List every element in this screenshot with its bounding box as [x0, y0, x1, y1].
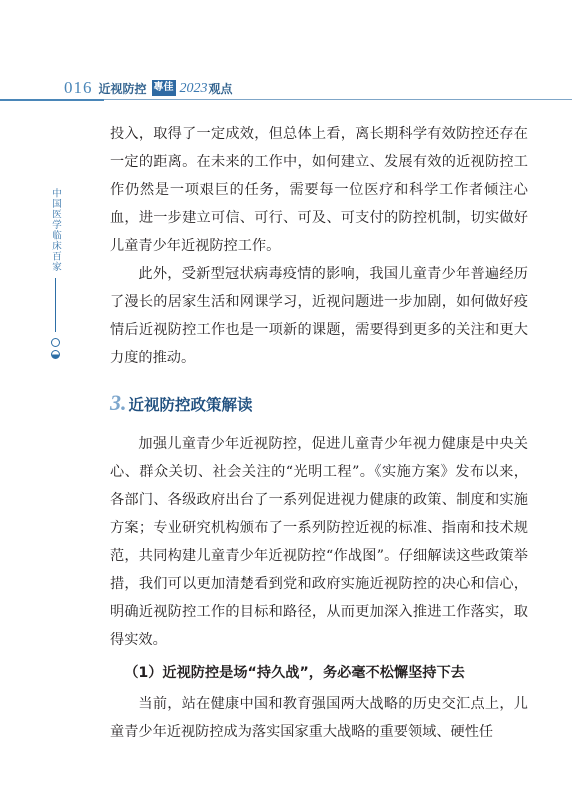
header-rule-accent	[0, 99, 104, 101]
paragraph: 加强儿童青少年近视防控，促进儿童青少年视力健康是中央关心、群众关切、社会关注的“光明工程”。《实施方案》发布以来，各部门、各级政府出台了一系列促进视力健康的政策、制度和实施方案；专业研究机构颁布了一系列防控近视的标准、指南和技术规范，共同构建儿童青少年近视防控“作战图”。仔细解读这些政策举措，我们可以更加清楚看到党和政府实施近视防控的决心和信心，明确近视防控工作的目标和路径，从而更加深入推进工作落实，取得实效。	[110, 436, 528, 648]
section-number: 3.	[110, 390, 127, 415]
paragraph: 投入，取得了一定成效，但总体上看，离长期科学有效防控还存在一定的距离。在未来的工作中，如何建立、发展有效的近视防控工作仍然是一项艰巨的任务，需要每一位医疗和科学工作者倾注心血，进一步建立可信、可行、可及、可支付的防控机制，切实做好儿童青少年近视防控工作。	[110, 126, 528, 254]
series-name: 中国医学临床百家	[50, 188, 61, 272]
book-title: 近视防控	[98, 82, 147, 96]
book-year: 2023	[179, 81, 208, 96]
page-number: 016	[64, 78, 93, 97]
circle-half-filled-icon	[51, 350, 60, 359]
running-header	[64, 76, 233, 98]
side-divider	[55, 278, 56, 332]
paragraph: 此外，受新型冠状病毒疫情的影响，我国儿童青少年普遍经历了漫长的居家生活和网课学习，近视问题进一步加剧，如何做好疫情后近视防控工作也是一项新的课题，需要得到更多的关注和更大力度的推动。	[110, 266, 528, 366]
section-heading	[110, 390, 528, 416]
publisher-badge: 專佳	[152, 80, 176, 96]
paragraph: 当前，站在健康中国和教育强国两大战略的历史交汇点上，儿童青少年近视防控成为落实国家重大战略的重要领域、硬性任	[110, 696, 528, 740]
sub-heading: （1）近视防控是场“持久战”，务必毫不松懈坚持下去	[124, 665, 465, 681]
side-series-label	[44, 188, 66, 359]
circle-outline-icon	[51, 338, 60, 347]
book-subtitle: 观点	[208, 82, 233, 96]
page-body	[110, 120, 528, 746]
section-title: 近视防控政策解读	[128, 396, 253, 414]
